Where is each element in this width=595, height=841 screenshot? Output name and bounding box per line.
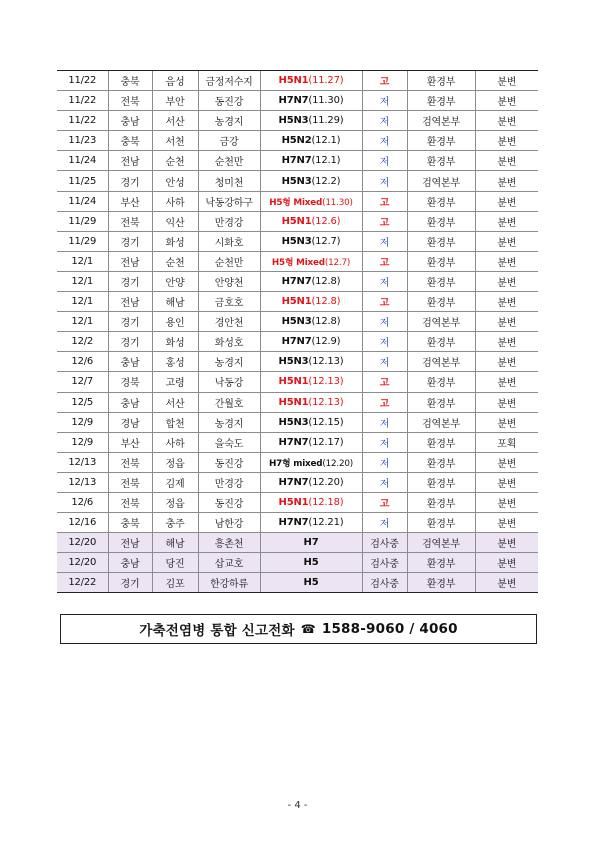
risk-cell: 고 <box>362 392 407 412</box>
risk-cell: 저 <box>362 131 407 151</box>
city-cell: 해남 <box>152 533 198 553</box>
virus-type-cell <box>260 553 362 573</box>
province-cell: 전남 <box>108 533 152 553</box>
agency-cell: 검역본부 <box>407 111 475 131</box>
location-cell: 흥촌천 <box>198 533 260 553</box>
agency-cell: 환경부 <box>407 91 475 111</box>
virus-subtype: H7N7 <box>278 436 309 448</box>
risk-cell: 저 <box>362 412 407 432</box>
virus-type-cell <box>260 492 362 512</box>
virus-subtype: H5 <box>303 577 319 589</box>
note-cell: 분변 <box>475 271 538 291</box>
table-row <box>57 573 538 593</box>
city-cell: 합천 <box>152 412 198 432</box>
note-cell: 분변 <box>475 191 538 211</box>
city-cell: 화성 <box>152 332 198 352</box>
virus-type-cell <box>260 312 362 332</box>
province-cell: 전북 <box>108 472 152 492</box>
agency-cell: 환경부 <box>407 452 475 472</box>
date-cell: 12/1 <box>57 271 108 291</box>
note-cell: 분변 <box>475 312 538 332</box>
note-cell: 분변 <box>475 231 538 251</box>
agency-cell: 환경부 <box>407 292 475 312</box>
virus-subtype: H5N1 <box>281 296 312 308</box>
province-cell: 충남 <box>108 392 152 412</box>
detection-table <box>57 70 538 593</box>
confirmation-date: (12.7) <box>324 257 351 268</box>
agency-cell: 환경부 <box>407 191 475 211</box>
city-cell: 정읍 <box>152 492 198 512</box>
virus-subtype: H5N3 <box>278 356 309 368</box>
table-row <box>57 432 538 452</box>
risk-cell: 저 <box>362 332 407 352</box>
risk-cell: 저 <box>362 513 407 533</box>
city-cell: 사하 <box>152 191 198 211</box>
location-cell: 을숙도 <box>198 432 260 452</box>
confirmation-date: (12.1) <box>311 135 341 147</box>
province-cell: 경기 <box>108 573 152 593</box>
date-cell: 12/9 <box>57 412 108 432</box>
agency-cell: 환경부 <box>407 513 475 533</box>
location-cell: 청미천 <box>198 171 260 191</box>
table-row <box>57 533 538 553</box>
city-cell: 안양 <box>152 271 198 291</box>
note-cell: 분변 <box>475 513 538 533</box>
risk-cell: 고 <box>362 251 407 271</box>
agency-cell: 환경부 <box>407 211 475 231</box>
risk-cell: 저 <box>362 452 407 472</box>
province-cell: 전남 <box>108 251 152 271</box>
virus-type-cell <box>260 71 362 91</box>
confirmation-date: (11.27) <box>308 75 344 87</box>
table-row <box>57 513 538 533</box>
risk-cell: 검사중 <box>362 533 407 553</box>
risk-cell: 고 <box>362 372 407 392</box>
date-cell: 11/29 <box>57 211 108 231</box>
province-cell: 충북 <box>108 71 152 91</box>
risk-cell: 저 <box>362 271 407 291</box>
risk-cell: 검사중 <box>362 553 407 573</box>
city-cell: 순천 <box>152 151 198 171</box>
virus-type-cell <box>260 191 362 211</box>
note-cell: 분변 <box>475 332 538 352</box>
confirmation-date: (12.8) <box>311 316 341 328</box>
virus-subtype: H5N3 <box>281 235 312 247</box>
date-cell: 12/6 <box>57 492 108 512</box>
date-cell: 12/1 <box>57 251 108 271</box>
table-row <box>57 452 538 472</box>
province-cell: 충남 <box>108 352 152 372</box>
province-cell: 전북 <box>108 492 152 512</box>
table-row <box>57 412 538 432</box>
city-cell: 용인 <box>152 312 198 332</box>
table-row <box>57 372 538 392</box>
virus-type-cell <box>260 513 362 533</box>
agency-cell: 검역본부 <box>407 312 475 332</box>
city-cell: 화성 <box>152 231 198 251</box>
province-cell: 충남 <box>108 553 152 573</box>
city-cell: 사하 <box>152 432 198 452</box>
virus-type-cell <box>260 251 362 271</box>
virus-subtype: H5 <box>303 557 319 569</box>
location-cell: 경안천 <box>198 312 260 332</box>
virus-subtype: H7N7 <box>281 336 312 348</box>
virus-subtype: H5N3 <box>278 115 309 127</box>
virus-type-cell <box>260 171 362 191</box>
confirmation-date: (11.29) <box>308 115 344 127</box>
province-cell: 전북 <box>108 211 152 231</box>
location-cell: 순천만 <box>198 151 260 171</box>
virus-type-cell <box>260 412 362 432</box>
agency-cell: 검역본부 <box>407 533 475 553</box>
date-cell: 12/5 <box>57 392 108 412</box>
virus-type-cell <box>260 452 362 472</box>
city-cell: 서천 <box>152 131 198 151</box>
table-row <box>57 392 538 412</box>
confirmation-date: (12.15) <box>308 416 344 428</box>
confirmation-date: (12.6) <box>311 215 341 227</box>
date-cell: 11/22 <box>57 71 108 91</box>
agency-cell: 검역본부 <box>407 412 475 432</box>
note-cell: 분변 <box>475 553 538 573</box>
confirmation-date: (12.13) <box>308 356 344 368</box>
province-cell: 경기 <box>108 332 152 352</box>
confirmation-date: (11.30) <box>308 95 344 107</box>
location-cell: 만경강 <box>198 472 260 492</box>
confirmation-date: (12.7) <box>311 235 341 247</box>
note-cell: 분변 <box>475 452 538 472</box>
table-row <box>57 251 538 271</box>
note-cell: 분변 <box>475 251 538 271</box>
risk-cell: 고 <box>362 292 407 312</box>
virus-type-cell <box>260 573 362 593</box>
city-cell: 충주 <box>152 513 198 533</box>
risk-cell: 고 <box>362 492 407 512</box>
note-cell: 분변 <box>475 111 538 131</box>
agency-cell: 환경부 <box>407 472 475 492</box>
agency-cell: 환경부 <box>407 71 475 91</box>
virus-subtype: H5N3 <box>281 316 312 328</box>
location-cell: 낙동강하구 <box>198 191 260 211</box>
confirmation-date: (12.8) <box>311 296 341 308</box>
virus-type-cell <box>260 131 362 151</box>
province-cell: 경기 <box>108 312 152 332</box>
confirmation-date: (12.9) <box>311 336 341 348</box>
virus-subtype: H5형 Mixed <box>269 197 323 208</box>
table-row <box>57 151 538 171</box>
location-cell: 안양천 <box>198 271 260 291</box>
date-cell: 12/1 <box>57 292 108 312</box>
note-cell: 분변 <box>475 573 538 593</box>
province-cell: 전북 <box>108 452 152 472</box>
virus-subtype: H5N1 <box>278 75 309 87</box>
virus-subtype: H5N3 <box>281 175 312 187</box>
virus-type-cell <box>260 372 362 392</box>
risk-cell: 저 <box>362 432 407 452</box>
location-cell: 간월호 <box>198 392 260 412</box>
date-cell: 12/20 <box>57 533 108 553</box>
note-cell: 분변 <box>475 372 538 392</box>
date-cell: 12/22 <box>57 573 108 593</box>
virus-subtype: H5N1 <box>278 497 309 509</box>
table-row <box>57 231 538 251</box>
table-row <box>57 191 538 211</box>
note-cell: 분변 <box>475 533 538 553</box>
virus-subtype: H7N7 <box>281 155 312 167</box>
location-cell: 동진강 <box>198 492 260 512</box>
note-cell: 분변 <box>475 171 538 191</box>
virus-type-cell <box>260 211 362 231</box>
province-cell: 경기 <box>108 271 152 291</box>
risk-cell: 고 <box>362 211 407 231</box>
date-cell: 11/29 <box>57 231 108 251</box>
confirmation-date: (12.13) <box>308 396 344 408</box>
city-cell: 해남 <box>152 292 198 312</box>
virus-subtype: H7N7 <box>278 476 309 488</box>
table-row <box>57 352 538 372</box>
date-cell: 11/22 <box>57 91 108 111</box>
note-cell: 분변 <box>475 472 538 492</box>
date-cell: 12/16 <box>57 513 108 533</box>
table-row <box>57 271 538 291</box>
note-cell: 분변 <box>475 292 538 312</box>
location-cell: 금강 <box>198 131 260 151</box>
date-cell: 11/24 <box>57 151 108 171</box>
location-cell: 동진강 <box>198 91 260 111</box>
table-row <box>57 91 538 111</box>
province-cell: 충북 <box>108 131 152 151</box>
virus-subtype: H7형 mixed <box>268 458 323 469</box>
location-cell: 남한강 <box>198 513 260 533</box>
table-row <box>57 111 538 131</box>
virus-subtype: H7 <box>303 537 319 549</box>
date-cell: 12/7 <box>57 372 108 392</box>
virus-type-cell <box>260 352 362 372</box>
note-cell: 분변 <box>475 392 538 412</box>
confirmation-date: (12.1) <box>311 155 341 167</box>
location-cell: 삽교호 <box>198 553 260 573</box>
note-cell: 분변 <box>475 91 538 111</box>
virus-subtype: H7N7 <box>278 517 309 529</box>
province-cell: 충남 <box>108 111 152 131</box>
agency-cell: 환경부 <box>407 553 475 573</box>
table-row <box>57 211 538 231</box>
province-cell: 경기 <box>108 231 152 251</box>
city-cell: 김포 <box>152 573 198 593</box>
risk-cell: 고 <box>362 191 407 211</box>
virus-type-cell <box>260 432 362 452</box>
virus-type-cell <box>260 271 362 291</box>
agency-cell: 검역본부 <box>407 171 475 191</box>
virus-subtype: H5N1 <box>281 215 312 227</box>
location-cell: 금정저수지 <box>198 71 260 91</box>
table-row <box>57 332 538 352</box>
province-cell: 전남 <box>108 151 152 171</box>
confirmation-date: (12.2) <box>311 175 341 187</box>
agency-cell: 환경부 <box>407 231 475 251</box>
virus-subtype: H5N1 <box>278 376 309 388</box>
province-cell: 전남 <box>108 292 152 312</box>
location-cell: 낙동강 <box>198 372 260 392</box>
city-cell: 부안 <box>152 91 198 111</box>
city-cell: 익산 <box>152 211 198 231</box>
date-cell: 12/13 <box>57 472 108 492</box>
province-cell: 부산 <box>108 432 152 452</box>
city-cell: 정읍 <box>152 452 198 472</box>
confirmation-date: (11.30) <box>322 197 353 208</box>
risk-cell: 저 <box>362 312 407 332</box>
city-cell: 당진 <box>152 553 198 573</box>
province-cell: 경기 <box>108 171 152 191</box>
note-cell: 분변 <box>475 412 538 432</box>
agency-cell: 환경부 <box>407 392 475 412</box>
agency-cell: 환경부 <box>407 492 475 512</box>
confirmation-date: (12.18) <box>308 497 344 509</box>
date-cell: 12/20 <box>57 553 108 573</box>
table-row <box>57 131 538 151</box>
table-row <box>57 292 538 312</box>
note-cell: 포획 <box>475 432 538 452</box>
location-cell: 농경지 <box>198 352 260 372</box>
note-cell: 분변 <box>475 71 538 91</box>
location-cell: 농경지 <box>198 111 260 131</box>
note-cell: 분변 <box>475 211 538 231</box>
virus-subtype: H5N1 <box>278 396 309 408</box>
note-cell: 분변 <box>475 151 538 171</box>
location-cell: 한강하류 <box>198 573 260 593</box>
province-cell: 충북 <box>108 513 152 533</box>
location-cell: 동진강 <box>198 452 260 472</box>
location-cell: 금호호 <box>198 292 260 312</box>
city-cell: 서산 <box>152 392 198 412</box>
agency-cell: 환경부 <box>407 332 475 352</box>
agency-cell: 환경부 <box>407 432 475 452</box>
virus-subtype: H5형 Mixed <box>271 257 325 268</box>
risk-cell: 저 <box>362 171 407 191</box>
confirmation-date: (12.20) <box>308 476 344 488</box>
agency-cell: 환경부 <box>407 372 475 392</box>
city-cell: 고령 <box>152 372 198 392</box>
risk-cell: 저 <box>362 91 407 111</box>
virus-type-cell <box>260 111 362 131</box>
detection-table-body <box>57 71 538 593</box>
agency-cell: 검역본부 <box>407 352 475 372</box>
date-cell: 12/13 <box>57 452 108 472</box>
province-cell: 경북 <box>108 372 152 392</box>
report-hotline-box <box>60 614 537 644</box>
virus-subtype: H7N7 <box>278 95 309 107</box>
confirmation-date: (12.13) <box>308 376 344 388</box>
risk-cell: 고 <box>362 71 407 91</box>
date-cell: 12/9 <box>57 432 108 452</box>
city-cell: 김제 <box>152 472 198 492</box>
city-cell: 서산 <box>152 111 198 131</box>
agency-cell: 환경부 <box>407 131 475 151</box>
hotline-label: 가축전염병 통합 신고전화 <box>139 623 295 639</box>
date-cell: 12/6 <box>57 352 108 372</box>
phone-icon: ☎ <box>300 622 316 636</box>
table-row <box>57 71 538 91</box>
location-cell: 시화호 <box>198 231 260 251</box>
city-cell: 안성 <box>152 171 198 191</box>
table-row <box>57 312 538 332</box>
confirmation-date: (12.17) <box>308 436 344 448</box>
date-cell: 11/22 <box>57 111 108 131</box>
location-cell: 만경강 <box>198 211 260 231</box>
virus-subtype: H5N3 <box>278 416 309 428</box>
location-cell: 순천만 <box>198 251 260 271</box>
province-cell: 전북 <box>108 91 152 111</box>
date-cell: 11/24 <box>57 191 108 211</box>
risk-cell: 저 <box>362 472 407 492</box>
city-cell: 음성 <box>152 71 198 91</box>
agency-cell: 환경부 <box>407 251 475 271</box>
risk-cell: 저 <box>362 151 407 171</box>
province-cell: 부산 <box>108 191 152 211</box>
virus-type-cell <box>260 472 362 492</box>
confirmation-date: (12.20) <box>322 458 354 469</box>
city-cell: 순천 <box>152 251 198 271</box>
confirmation-date: (12.21) <box>308 517 344 529</box>
city-cell: 홍성 <box>152 352 198 372</box>
province-cell: 경남 <box>108 412 152 432</box>
date-cell: 12/1 <box>57 312 108 332</box>
risk-cell: 저 <box>362 111 407 131</box>
agency-cell: 환경부 <box>407 271 475 291</box>
date-cell: 12/2 <box>57 332 108 352</box>
risk-cell: 저 <box>362 352 407 372</box>
virus-type-cell <box>260 231 362 251</box>
date-cell: 11/23 <box>57 131 108 151</box>
virus-type-cell <box>260 332 362 352</box>
virus-type-cell <box>260 91 362 111</box>
table-row <box>57 492 538 512</box>
page-number: - 4 - <box>287 800 308 811</box>
note-cell: 분변 <box>475 352 538 372</box>
virus-subtype: H7N7 <box>281 275 312 287</box>
table-row <box>57 553 538 573</box>
confirmation-date: (12.8) <box>311 275 341 287</box>
table-row <box>57 171 538 191</box>
virus-type-cell <box>260 292 362 312</box>
location-cell: 화성호 <box>198 332 260 352</box>
date-cell: 11/25 <box>57 171 108 191</box>
risk-cell: 검사중 <box>362 573 407 593</box>
location-cell: 농경지 <box>198 412 260 432</box>
agency-cell: 환경부 <box>407 573 475 593</box>
hotline-number: 1588-9060 / 4060 <box>321 621 458 637</box>
agency-cell: 환경부 <box>407 151 475 171</box>
risk-cell: 저 <box>362 231 407 251</box>
note-cell: 분변 <box>475 131 538 151</box>
virus-type-cell <box>260 533 362 553</box>
table-row <box>57 472 538 492</box>
virus-type-cell <box>260 392 362 412</box>
note-cell: 분변 <box>475 492 538 512</box>
virus-subtype: H5N2 <box>281 135 312 147</box>
virus-type-cell <box>260 151 362 171</box>
